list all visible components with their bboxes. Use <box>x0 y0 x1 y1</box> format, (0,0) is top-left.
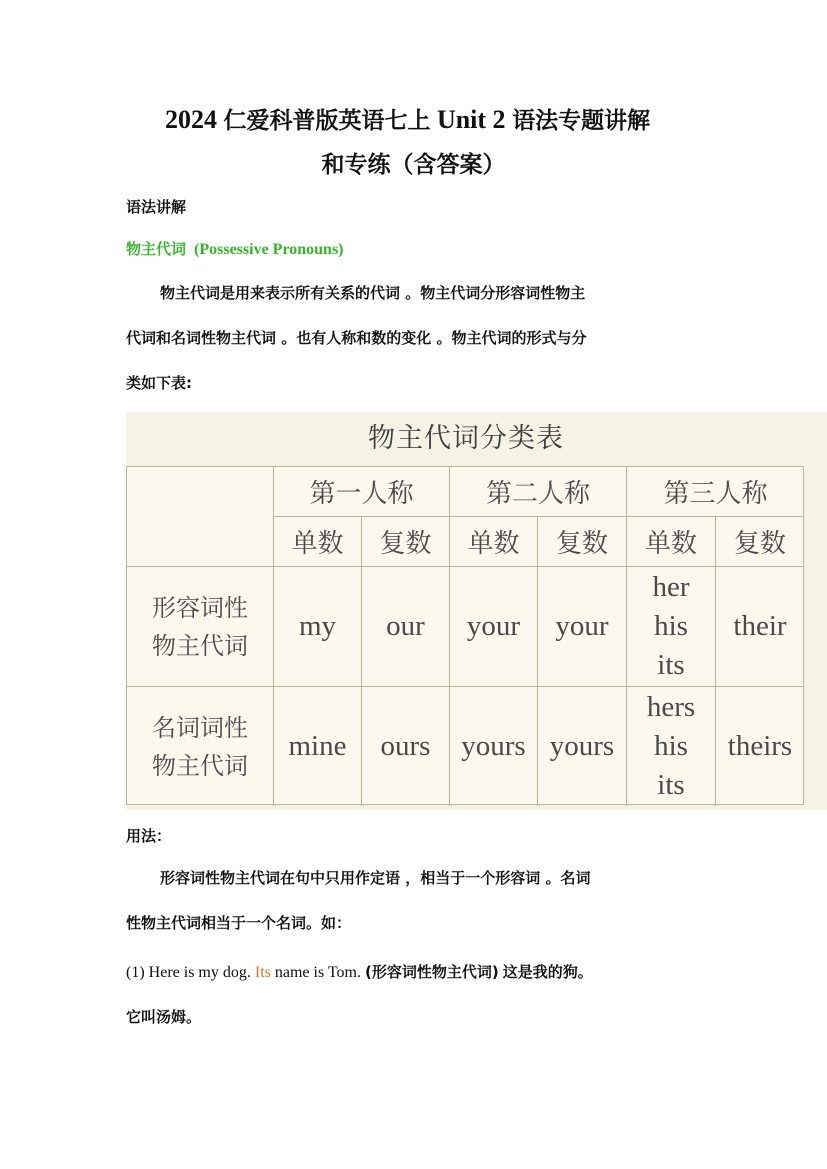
document-title-line2 <box>0 146 827 179</box>
usage-line2: 性物主代词相当于一个名词。如： <box>126 914 352 932</box>
table-cell: theirs <box>727 730 793 762</box>
header-third-person: 第三人称 <box>627 467 804 517</box>
section-heading: 语法讲解 <box>126 198 187 216</box>
title-publisher: 仁爱科普版英语七上 <box>223 108 431 134</box>
table-cell-line: his <box>654 610 688 642</box>
title-topic: 语法专题讲解 <box>512 108 651 134</box>
subheading <box>126 238 344 259</box>
document-title-line1 <box>0 102 827 135</box>
pronoun-table-figure <box>126 412 827 810</box>
row-label-adjectival-line1: 形容词性 <box>152 593 248 622</box>
subheading-cn: 物主代词 <box>126 240 187 258</box>
example-translation1: 这是我的狗。 <box>502 963 593 981</box>
header-first-person: 第一人称 <box>274 467 450 517</box>
header-singular-2: 单数 <box>450 517 538 567</box>
row-label-nominal-line1: 名词词性 <box>152 713 248 742</box>
header-plural-2: 复数 <box>538 517 627 567</box>
intro-paragraph <box>126 271 706 406</box>
intro-line2: 代词和名词性物主代词 。也有人称和数的变化 。物主代词的形式与分 <box>126 329 587 347</box>
row-label-nominal-line2: 物主代词 <box>152 751 248 780</box>
example-translation2: 它叫汤姆。 <box>126 1008 202 1026</box>
table-cell-line: her <box>652 571 690 603</box>
row-label-adjectival-line2: 物主代词 <box>152 631 248 660</box>
usage-line1: 形容词性物主代词在句中只用作定语 ，相当于一个形容词 。名词 <box>160 869 591 887</box>
intro-line3: 类如下表: <box>126 374 192 392</box>
example-highlight: Its <box>254 964 271 981</box>
usage-heading: 用法： <box>126 827 172 845</box>
table-cell: our <box>362 567 450 687</box>
header-second-person: 第二人称 <box>450 467 627 517</box>
table-cell: my <box>274 567 362 687</box>
row-label-adjectival <box>127 567 274 687</box>
subheading-en: (Possessive Pronouns) <box>194 241 344 258</box>
row-label-nominal <box>127 687 274 806</box>
table-cell: ours <box>362 687 450 806</box>
header-plural-3: 复数 <box>716 517 804 567</box>
title-year: 2024 <box>164 105 217 134</box>
pronoun-table <box>126 466 804 805</box>
table-cell: mine <box>274 687 362 806</box>
header-plural-1: 复数 <box>362 517 450 567</box>
table-cell: your <box>538 567 627 687</box>
table-corner-cell <box>127 467 274 567</box>
table-cell: their <box>716 567 804 687</box>
table-cell-third-singular <box>627 567 716 687</box>
example-rest: name is Tom. <box>274 964 361 981</box>
table-cell-line: his <box>654 730 688 762</box>
table-cell-line: its <box>657 649 685 681</box>
example-prefix: (1) Here is my dog. <box>126 964 251 981</box>
table-cell-line: its <box>657 769 685 801</box>
title-subtitle: 和专练（含答案） <box>321 152 506 178</box>
example-sentence <box>126 950 736 1040</box>
intro-line1: 物主代词是用来表示所有关系的代词 。物主代词分形容词性物主 <box>160 284 586 302</box>
table-cell-line: hers <box>646 691 696 723</box>
header-singular-3: 单数 <box>627 517 716 567</box>
table-cell: your <box>450 567 538 687</box>
table-cell-third-singular <box>627 687 716 806</box>
example-note: (形容词性物主代词) <box>365 963 499 981</box>
title-unit: Unit 2 <box>436 105 506 134</box>
header-singular-1: 单数 <box>274 517 362 567</box>
table-cell: yours <box>538 687 627 806</box>
table-title: 物主代词分类表 <box>368 423 564 454</box>
usage-paragraph <box>126 856 706 946</box>
table-cell: yours <box>450 687 538 806</box>
